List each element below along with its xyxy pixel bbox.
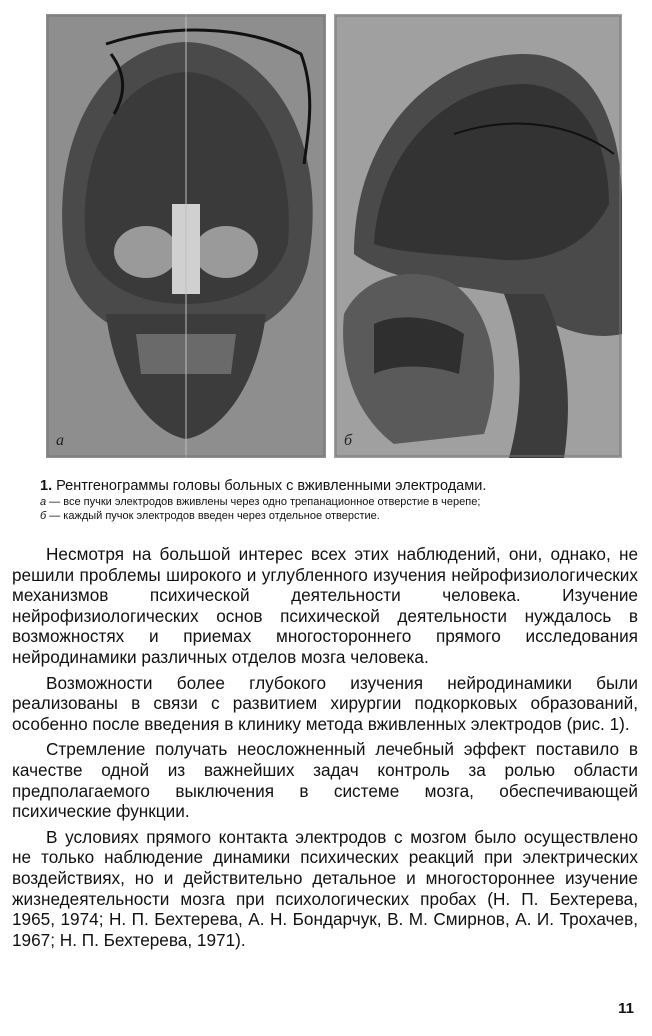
panel-b-label: б <box>344 432 353 449</box>
page-number: 11 <box>618 1000 634 1017</box>
caption-panel-a <box>40 495 620 509</box>
paragraph: Возможности более глубокого изучения нейродинамики были реализованы в связи с развитием хирургии подкорковых образований, особенно после введения в клинику метода вживленных электродов (рис. 1). <box>12 672 638 734</box>
caption-a-letter: а <box>40 496 47 508</box>
caption-b-text: — каждый пучок электродов введен через отдельное отверстие. <box>46 510 380 522</box>
caption-panel-b <box>40 509 620 523</box>
caption-title-line <box>40 477 620 495</box>
xray-frontal-image <box>46 14 326 458</box>
caption-a-text: — все пучки электродов вживлены через одно трепанационное отверстие в черепе; <box>46 496 481 508</box>
xray-lateral-drawing <box>334 14 622 458</box>
caption-b-letter: б <box>40 510 47 522</box>
xray-lateral-image <box>334 14 622 458</box>
caption-title: Рентгенограммы головы больных с вживленными электродами. <box>56 478 487 494</box>
panel-a-label: а <box>56 432 64 449</box>
paragraph: В условиях прямого контакта электродов с мозгом было осуществлено не только наблюдение динамики психических реакций при электрических воздействиях, но и действительно детальное и многостороннее изучение жизнедеятельности мозга при психологических пробах (Н. П. Бехтерева, 1965, 1974; Н. П. Бехтерева, А. Н. Бондарчук, В. М. Смирнов, А. И. Трохачев, 1967; Н. П. Бехтерева, 1971). <box>12 826 638 950</box>
figure-caption <box>40 477 620 523</box>
caption-number: 1. <box>40 478 53 494</box>
xray-frontal-drawing <box>46 14 326 458</box>
paragraph: Несмотря на большой интерес всех этих наблюдений, они, однако, не решили проблемы широкого и углубленного изучения нейрофизиологических механизмов психической деятельности человека. Изучение нейрофизиологических основ психической деятельности нуждалось в возможностях и приемах многостороннего прямого исследования нейродинамики различных отделов мозга человека. <box>12 544 638 667</box>
body-text <box>12 544 638 955</box>
paragraph: Стремление получать неосложненный лечебный эффект поставило в качестве одной из важнейших задач контроль за ролью области предполагаемого выключения в системе мозга, обеспечивающей психические функции. <box>12 739 638 822</box>
